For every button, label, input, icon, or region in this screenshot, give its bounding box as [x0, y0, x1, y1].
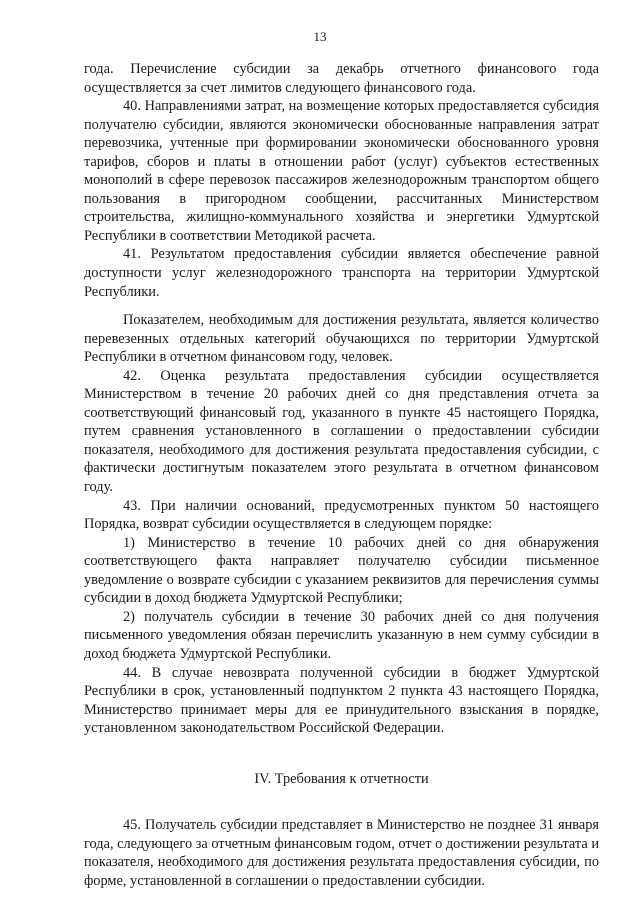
paragraph-41: 41. Результатом предоставления субсидии является обеспечение равной доступности услуг железнодорожного транспорта на территории Удмуртской Республики. [84, 246, 599, 300]
paragraph-indicator: Показателем, необходимым для достижения результата, является количество перевезенных отдельных категорий обучающихся по территории Удмуртской Республики в отчетном финансовом году, человек. [84, 312, 599, 366]
paragraph-43-item-1: 1) Министерство в течение 10 рабочих дней со дня обнаружения соответствующего факта направляет получателю субсидии письменное уведомление о возврате субсидии с указанием реквизитов для перечисления суммы субсидии в доход бюджета Удмуртской Республики; [84, 534, 599, 607]
section-heading: IV. Требования к отчетности [254, 770, 429, 787]
page-number: 13 [313, 29, 327, 44]
paragraph-43-item-2: 2) получатель субсидии в течение 30 рабочих дней со дня получения письменного уведомления обязан перечислить указанную в нем сумму субсидии в доход бюджета Удмуртской Республики. [84, 608, 599, 662]
document-body [84, 60, 599, 890]
paragraph-40: 40. Направлениями затрат, на возмещение которых предоставляется субсидия получателю субсидии, являются экономически обоснованные направления затрат перевозчика, учтенные при формировании экономически обоснованного уровня тарифов, сборов и платы в отношении работ (услуг) субъектов естественных монополий в сфере перевозок пассажиров железнодорожным транспортом общего пользования в пригородном сообщении, рассчитанных Министерством строительства, жилищно-коммунального хозяйства и энергетики Удмуртской Республики в соответствии Методикой расчета. [84, 98, 599, 244]
paragraph-continuation: года. Перечисление субсидии за декабрь отчетного финансового года осуществляется за счет лимитов следующего финансового года. [84, 61, 599, 96]
paragraph-42: 42. Оценка результата предоставления субсидии осуществляется Министерством в течение 20 рабочих дней со дня представления отчета за соответствующий финансовый год, указанного в пункте 45 настоящего Порядка, путем сравнения установленного в соглашении о предоставлении субсидии показателя, необходимого для достижения результата предоставления субсидии, с фактически достигнутым показателем этого результата в отчетном финансовом году. [84, 367, 599, 496]
paragraph-45: 45. Получатель субсидии представляет в Министерство не позднее 31 января года, следующего за отчетным финансовым годом, отчет о достижении результата и показателя, необходимого для достижения результата предоставления субсидии, по форме, установленной в соглашении о предоставлении субсидии. [84, 817, 599, 889]
paragraph-44: 44. В случае невозврата полученной субсидии в бюджет Удмуртской Республики в срок, установленный подпунктом 2 пункта 43 настоящего Порядка, Министерство принимает меры для ее принудительного взыскания в порядке, установленном законодательством Российской Федерации. [84, 664, 599, 737]
paragraph-43: 43. При наличии оснований, предусмотренных пунктом 50 настоящего Порядка, возврат субсидии осуществляется в следующем порядке: [84, 497, 599, 533]
